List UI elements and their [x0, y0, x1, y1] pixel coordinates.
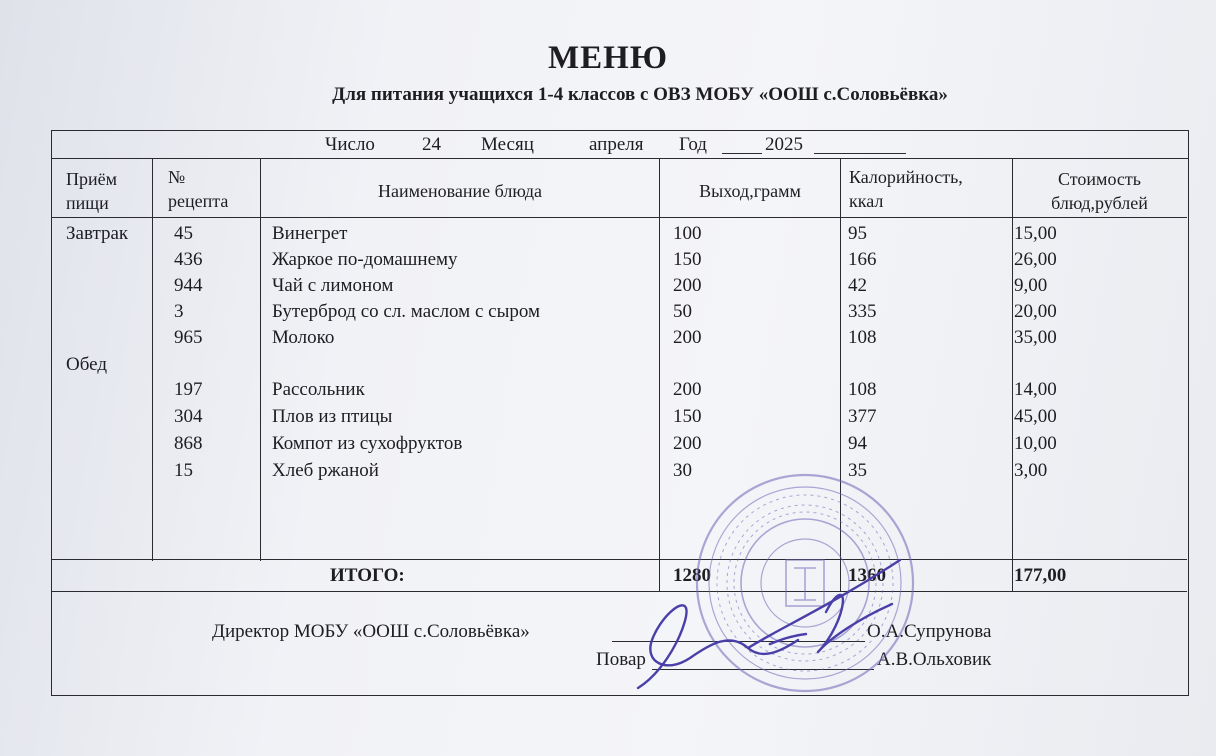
dish-weight: 200	[673, 433, 702, 454]
total-separator-bottom	[52, 591, 1187, 592]
col-header-weight: Выход,грамм	[699, 181, 801, 201]
total-calories: 1360	[848, 565, 886, 586]
col-header-dish: Наименование блюда	[377, 181, 542, 201]
dish-weight: 30	[673, 460, 692, 481]
director-name: О.А.Супрунова	[867, 621, 992, 642]
dish-price: 10,00	[1014, 433, 1057, 454]
total-label: ИТОГО:	[330, 565, 405, 586]
year-underline-right	[814, 153, 906, 154]
dish-price: 20,00	[1014, 301, 1057, 322]
dish-name: Молоко	[272, 327, 335, 348]
dish-price: 45,00	[1014, 406, 1057, 427]
total-weight: 1280	[673, 565, 711, 586]
header-separator	[52, 217, 1187, 218]
col-header-meal: Приём пищи	[66, 169, 118, 213]
recipe-number: 3	[174, 301, 184, 322]
signature-icon	[630, 548, 920, 698]
cook-name: А.В.Ольховик	[877, 649, 992, 670]
dish-calories: 94	[848, 433, 867, 454]
dish-price: 35,00	[1014, 327, 1057, 348]
dish-price: 3,00	[1014, 460, 1048, 481]
recipe-number: 436	[174, 249, 203, 270]
recipe-number: 868	[174, 433, 203, 454]
dish-name: Бутерброд со сл. маслом с сыром	[272, 301, 541, 322]
year-label: Год	[679, 134, 707, 155]
page-title: МЕНЮ	[548, 40, 668, 76]
recipe-number: 45	[174, 223, 193, 244]
meal-label-breakfast: Завтрак	[66, 223, 129, 244]
dish-calories: 335	[848, 301, 877, 322]
dish-price: 15,00	[1014, 223, 1057, 244]
day-value: 24	[422, 134, 441, 155]
col-divider-5	[1012, 159, 1013, 591]
dish-name: Жаркое по-домашнему	[272, 249, 458, 270]
dish-weight: 150	[673, 249, 702, 270]
dish-calories: 108	[848, 327, 877, 348]
dish-calories: 377	[848, 406, 877, 427]
dish-calories: 35	[848, 460, 867, 481]
dish-weight: 200	[673, 275, 702, 296]
dish-weight: 150	[673, 406, 702, 427]
col-header-recipe: № рецепта	[168, 167, 229, 211]
dish-weight: 200	[673, 379, 702, 400]
dish-name: Винегрет	[272, 223, 348, 244]
dish-name: Чай с лимоном	[272, 275, 394, 296]
dish-name: Плов из птицы	[272, 406, 393, 427]
dish-weight: 100	[673, 223, 702, 244]
recipe-number: 304	[174, 406, 203, 427]
col-divider-1	[152, 159, 153, 561]
dish-name: Рассольник	[272, 379, 365, 400]
year-underline-left	[722, 153, 762, 154]
recipe-number: 965	[174, 327, 203, 348]
meal-label-lunch: Обед	[66, 354, 107, 375]
recipe-number: 944	[174, 275, 203, 296]
recipe-number: 197	[174, 379, 203, 400]
dish-name: Хлеб ржаной	[272, 460, 379, 481]
col-header-calories: Калорийность, ккал	[849, 167, 963, 211]
page-subtitle: Для питания учащихся 1-4 классов с ОВЗ МОБУ «ООШ с.Соловьёвка»	[332, 84, 948, 105]
year-value: 2025	[765, 134, 803, 155]
date-row	[52, 131, 1188, 159]
recipe-number: 15	[174, 460, 193, 481]
total-separator-top	[52, 559, 1187, 560]
dish-weight: 50	[673, 301, 692, 322]
menu-table	[51, 130, 1189, 696]
total-price: 177,00	[1014, 565, 1067, 586]
col-divider-2	[260, 159, 261, 561]
day-label: Число	[325, 134, 375, 155]
dish-weight: 200	[673, 327, 702, 348]
month-label: Месяц	[481, 134, 534, 155]
dish-calories: 95	[848, 223, 867, 244]
dish-price: 9,00	[1014, 275, 1048, 296]
col-divider-3	[659, 159, 660, 591]
cook-title: Повар	[596, 649, 646, 670]
dish-price: 26,00	[1014, 249, 1057, 270]
dish-price: 14,00	[1014, 379, 1057, 400]
dish-calories: 42	[848, 275, 867, 296]
dish-calories: 166	[848, 249, 877, 270]
director-title: Директор МОБУ «ООШ с.Соловьёвка»	[212, 621, 530, 642]
dish-name: Компот из сухофруктов	[272, 433, 463, 454]
dish-calories: 108	[848, 379, 877, 400]
col-header-price: Стоимость блюд,рублей	[1051, 169, 1148, 213]
month-value: апреля	[589, 134, 644, 155]
